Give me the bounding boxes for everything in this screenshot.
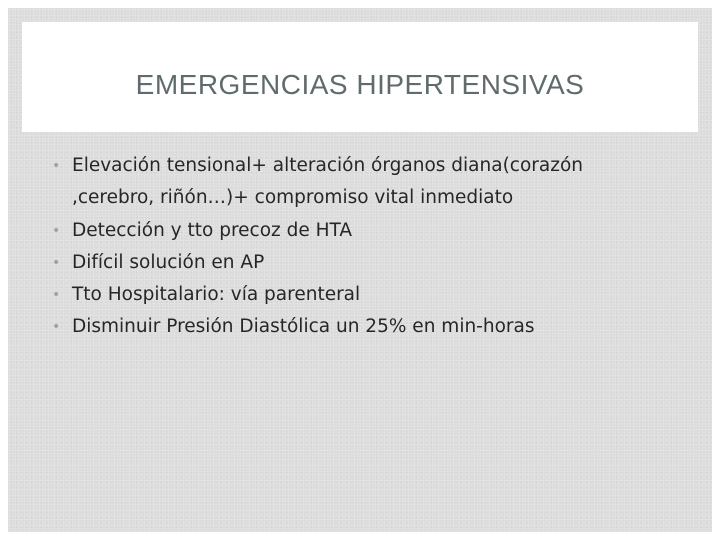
bullet-item — [50, 311, 670, 343]
bullet-dot-icon: • — [52, 222, 61, 239]
bullet-item — [50, 279, 670, 311]
bullet-text: Disminuir Presión Diastólica un 25% en min-horas — [72, 316, 535, 338]
title-box — [22, 22, 698, 132]
bullet-dot-icon: • — [52, 158, 61, 174]
bullet-text: Difícil solución en AP — [72, 251, 265, 273]
bullet-item — [50, 150, 670, 215]
bullet-dot-icon: • — [52, 319, 61, 336]
bullet-text: Detección y tto precoz de HTA — [72, 219, 353, 241]
slide-title: EMERGENCIAS HIPERTENSIVAS — [135, 69, 585, 100]
bullet-dot-icon: • — [52, 287, 61, 304]
bullet-text: Tto Hospitalario: vía parenteral — [72, 284, 361, 306]
bullet-list — [50, 150, 670, 344]
bullet-text: Elevación tensional+ alteración órganos diana(corazón ,cerebro, riñón…)+ compromiso vital inmediato — [72, 155, 583, 209]
bullet-item — [50, 247, 670, 279]
bullet-dot-icon: • — [52, 254, 61, 271]
bullet-item — [50, 215, 670, 247]
